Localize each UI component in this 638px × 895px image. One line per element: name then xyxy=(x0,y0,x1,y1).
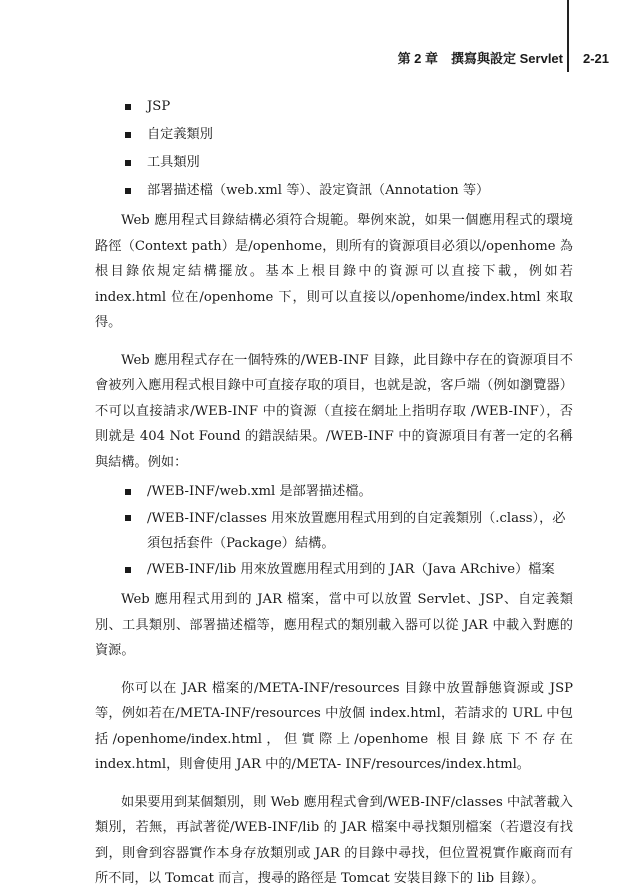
paragraph-directory-structure: Web 應用程式目錄結構必須符合規範。舉例來說，如果一個應用程式的環境路徑（Context path）是/openhome，則所有的資源項目必須以/openhome 為根目錄依規定結構擺放。基本上根目錄中的資源可以直接下載，例如若 index.html 位在/openhome 下，則可以直接以/openhome/index.html 來取得。 xyxy=(95,213,573,330)
bullet-square-icon xyxy=(125,160,131,166)
page-body xyxy=(95,93,573,895)
paragraph-meta-inf: 你可以在 JAR 檔案的/META-INF/resources 目錄中放置靜態資源或 JSP 等，例如若在/META-INF/resources 中放個 index.html，若請求的 URL 中包括/openhome/index.html，但實際上/openhome 根目錄底下不存在 index.html，則會使用 JAR 中的/META- INF/resources/index.html。 xyxy=(95,680,573,772)
bullet-square-icon xyxy=(125,188,131,194)
bullet-square-icon xyxy=(125,489,131,495)
list-item: /WEB-INF/web.xml 是部署描述檔。 xyxy=(95,478,573,506)
bullet-square-icon xyxy=(125,104,131,110)
bullet-square-icon xyxy=(125,132,131,138)
bullet-square-icon xyxy=(125,567,131,573)
paragraph-class-loading: 如果要用到某個類別，則 Web 應用程式會到/WEB-INF/classes 中試著載入類別，若無，再試著從/WEB-INF/lib 的 JAR 檔案中尋找類別檔案（若還沒有找到，則會到容器實作本身存放類別或 JAR 的目錄中尋找，但位置視實作廠商而有所不同，以 Tomcat 而言，搜尋的路徑是 Tomcat 安裝目錄下的 lib 目錄）。 xyxy=(95,794,573,886)
paragraph-web-inf: Web 應用程式存在一個特殊的/WEB-INF 目錄，此目錄中存在的資源項目不會被列入應用程式根目錄中可直接存取的項目，也就是說，客戶端（例如瀏覽器）不可以直接請求/WEB-INF 中的資源（直接在網址上指明存取 /WEB-INF），否則就是 404 Not Found 的錯誤結果。/WEB-INF 中的資源項目有著一定的名稱與結構。例如： xyxy=(95,352,573,470)
list-item: JSP xyxy=(95,93,573,121)
paragraph-jar-files: Web 應用程式用到的 JAR 檔案，當中可以放置 Servlet、JSP、自定義類別、工具類別、部署描述檔等，應用程式的類別載入器可以從 JAR 中載入對應的資源。 xyxy=(95,592,573,658)
bullet-square-icon xyxy=(125,515,131,521)
page-number: 2-21 xyxy=(583,51,610,66)
list-item: 自定義類別 xyxy=(95,121,573,149)
header-divider xyxy=(567,0,569,72)
list-item: /WEB-INF/classes 用來放置應用程式用到的自定義類別（.class），必須包括套件（Package）結構。 xyxy=(95,506,573,556)
list-item: 部署描述檔（web.xml 等）、設定資訊（Annotation 等） xyxy=(95,177,573,205)
chapter-title: 第 2 章 撰寫與設定 Servlet xyxy=(397,51,563,66)
list-item: 工具類別 xyxy=(95,149,573,177)
bullet-list-content-types xyxy=(95,93,573,205)
list-item: /WEB-INF/lib 用來放置應用程式用到的 JAR（Java ARchive）檔案 xyxy=(95,556,573,584)
bullet-list-web-inf xyxy=(95,478,573,584)
